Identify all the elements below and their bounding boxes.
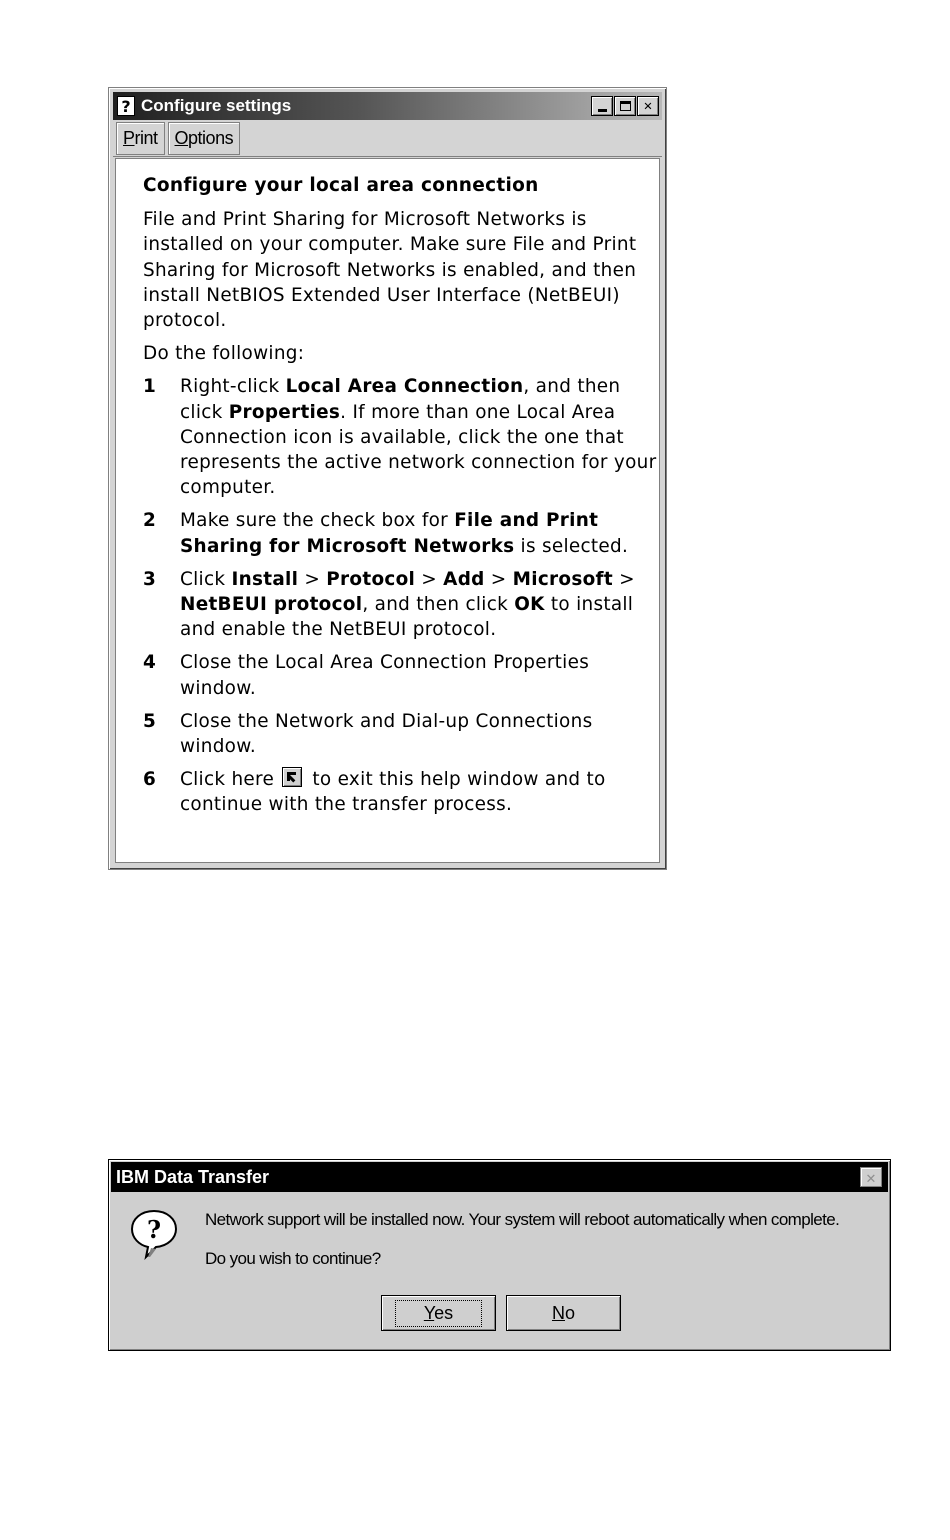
question-balloon-icon [129, 1208, 179, 1260]
dialog-title-bar[interactable] [111, 1162, 888, 1192]
minimize-button[interactable] [591, 96, 613, 116]
help-window [108, 87, 667, 870]
help-intro: File and Print Sharing for Microsoft Networks is installed on your computer. Make sure File and Print Sharing for Microsoft Networks is enabled, and then install NetBIOS Extended User Interface (NetBEUI) protocol. [143, 209, 637, 332]
help-toolbar [113, 122, 662, 157]
step-text: Click Install > Protocol > Add > Microsoft > NetBEUI protocol, and then click OK to install and enable the NetBEUI protocol. [180, 568, 635, 641]
step-number: 6 [143, 769, 157, 791]
jump-arrow-icon[interactable] [282, 767, 302, 787]
maximize-icon [620, 101, 631, 111]
step-text: Close the Local Area Connection Properties window. [180, 652, 590, 699]
help-window-title: Configure settings [141, 96, 292, 115]
help-question-icon: ? [117, 96, 135, 116]
close-icon: ✕ [866, 1167, 876, 1187]
close-icon: ✕ [643, 98, 653, 114]
step-1 [143, 374, 659, 500]
step-text: Right-click Local Area Connection, and then click Properties. If more than one Local Area Connection icon is available, click the one that represents the active network connection for your computer. [180, 376, 657, 499]
step-number: 5 [143, 710, 157, 732]
close-button[interactable] [637, 96, 659, 116]
step-5 [143, 709, 659, 759]
no-button-label: No [551, 1302, 575, 1323]
window-controls [590, 96, 659, 116]
dialog-question: Do you wish to continue? [205, 1249, 381, 1268]
no-button[interactable] [506, 1295, 621, 1331]
help-title-bar[interactable] [113, 92, 662, 120]
step-number: 1 [143, 376, 157, 398]
step-6 [143, 767, 659, 817]
yes-button[interactable] [381, 1295, 496, 1331]
dialog-close-button[interactable] [860, 1167, 882, 1187]
step-text: Close the Network and Dial-up Connections window. [180, 710, 593, 758]
ibm-data-transfer-dialog [108, 1159, 891, 1351]
dialog-title: IBM Data Transfer [116, 1166, 270, 1187]
options-button[interactable]: O ptions [168, 122, 241, 155]
maximize-button[interactable] [614, 96, 636, 116]
help-heading: Configure your local area connection [143, 175, 539, 196]
step-4 [143, 650, 659, 700]
step-2 [143, 508, 659, 558]
dialog-message: Network support will be installed now. Your system will reboot automatically when complete. [205, 1210, 840, 1229]
step-text: Make sure the check box for File and Print Sharing for Microsoft Networks is selected. [180, 510, 629, 557]
step-number: 2 [143, 510, 157, 532]
step-text: Click here to exit this help window and to continue with the transfer process. [180, 769, 606, 816]
step-number: 3 [143, 568, 157, 590]
svg-text:?: ? [146, 1215, 162, 1244]
yes-button-label: Yes [395, 1300, 482, 1327]
print-button[interactable]: P rint [116, 122, 165, 155]
step-3 [143, 567, 659, 643]
step-number: 4 [143, 652, 157, 674]
help-lead: Do the following: [143, 343, 305, 365]
minimize-icon [598, 109, 607, 112]
help-content [115, 158, 660, 863]
